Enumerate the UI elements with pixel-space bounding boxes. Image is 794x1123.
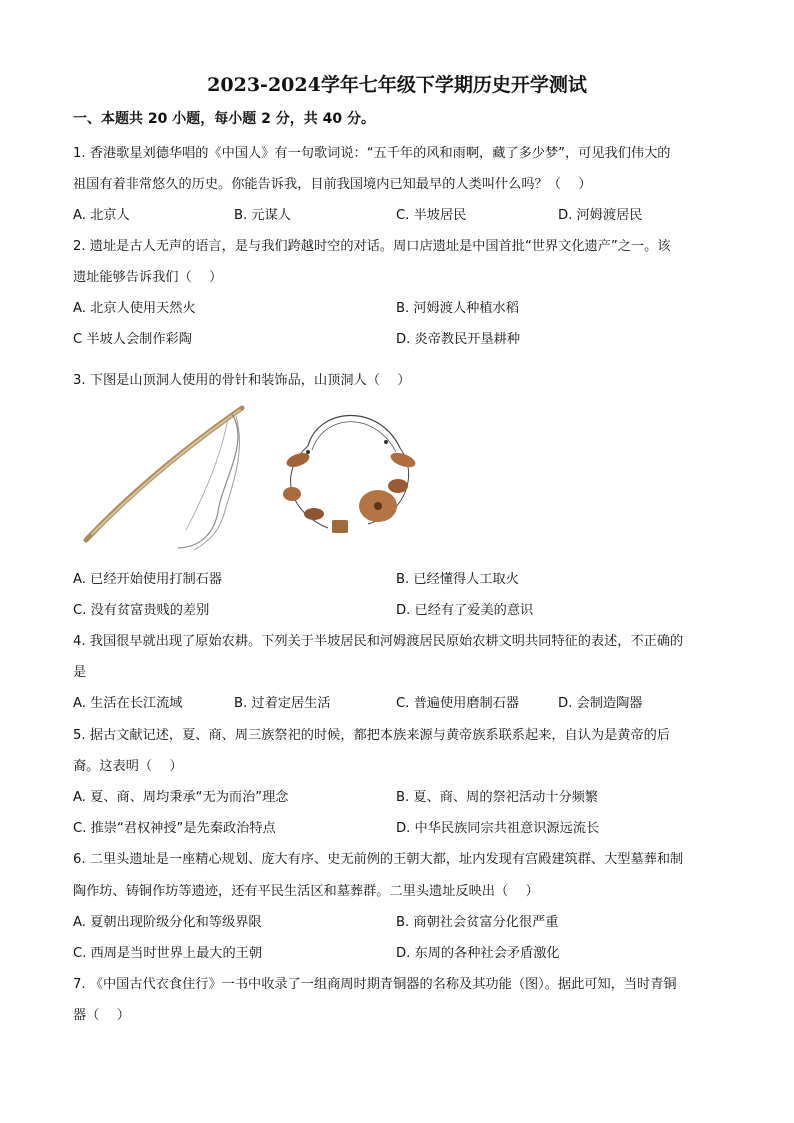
- page-title: 2023-2024学年七年级下学期历史开学测试: [207, 74, 587, 96]
- question-3-option-d: D. 已经有了爱美的意识: [396, 603, 534, 618]
- question-5-stem: 5. 据古文献记述，夏、商、周三族祭祀的时候，都把本族来源与黄帝族系联系起来，自认为是黄帝的后: [73, 728, 671, 743]
- question-4-option-d: D. 会制造陶器: [558, 696, 643, 711]
- question-4-stem-cont: 是: [73, 665, 87, 680]
- question-1-stem: 1. 香港歌星刘德华唱的《中国人》有一句歌词说：“五千年的风和雨啊，藏了多少梦”，可见我们伟大的: [73, 146, 671, 161]
- question-7-stem-cont: 器（ ）: [73, 1008, 130, 1023]
- bone-needle-image: [82, 402, 252, 552]
- question-1-option-d: D. 河姆渡居民: [558, 208, 643, 223]
- question-1-option-a: A. 北京人: [73, 208, 130, 223]
- question-2-option-b: B. 河姆渡人种植水稻: [396, 301, 519, 316]
- question-6-stem-cont: 陶作坊、铸铜作坊等遗迹，还有平民生活区和墓葬群。二里头遗址反映出（ ）: [73, 884, 539, 899]
- question-6-option-c: C. 西周是当时世界上最大的王朝: [73, 946, 263, 961]
- question-2-stem: 2. 遗址是古人无声的语言，是与我们跨越时空的对话。周口店遗址是中国首批“世界文化遗产”之一。该: [73, 239, 671, 254]
- question-6-option-a: A. 夏朝出现阶级分化和等级界限: [73, 915, 262, 930]
- question-3-stem: 3. 下图是山顶洞人使用的骨针和装饰品，山顶洞人（ ）: [73, 373, 411, 388]
- question-1-stem-cont: 祖国有着非常悠久的历史。你能告诉我，目前我国境内已知最早的人类叫什么吗？（ ）: [73, 177, 592, 192]
- ornament-necklace-image: [268, 402, 423, 542]
- question-4-option-a: A. 生活在长江流域: [73, 696, 183, 711]
- question-4-option-c: C. 普遍使用磨制石器: [396, 696, 520, 711]
- question-5-option-a: A. 夏、商、周均秉承“无为而治”理念: [73, 790, 289, 805]
- question-5-stem-cont: 裔。这表明（ ）: [73, 759, 183, 774]
- question-6-option-d: D. 东周的各种社会矛盾激化: [396, 946, 560, 961]
- question-5-option-b: B. 夏、商、周的祭祀活动十分频繁: [396, 790, 599, 805]
- question-2-option-d: D. 炎帝教民开垦耕种: [396, 332, 521, 347]
- section-heading: 一、本题共 20 小题，每小题 2 分，共 40 分。: [73, 111, 375, 127]
- question-3-option-c: C. 没有贫富贵贱的差别: [73, 603, 210, 618]
- question-6-option-b: B. 商朝社会贫富分化很严重: [396, 915, 559, 930]
- question-7-stem: 7. 《中国古代衣食住行》一书中收录了一组商周时期青铜器的名称及其功能（图）。据此可知，当时青铜: [73, 977, 677, 992]
- question-1-option-c: C. 半坡居民: [396, 208, 467, 223]
- question-2-option-a: A. 北京人使用天然火: [73, 301, 196, 316]
- question-5-option-d: D. 中华民族同宗共祖意识源远流长: [396, 821, 600, 836]
- question-2-option-c: C 半坡人会制作彩陶: [73, 332, 192, 347]
- question-1-option-b: B. 元谋人: [234, 208, 291, 223]
- question-2-stem-cont: 遗址能够告诉我们（ ）: [73, 270, 223, 285]
- question-3-option-b: B. 已经懂得人工取火: [396, 572, 519, 587]
- question-4-stem: 4. 我国很早就出现了原始农耕。下列关于半坡居民和河姆渡居民原始农耕文明共同特征的表述，不正确的: [73, 634, 684, 649]
- question-4-option-b: B. 过着定居生活: [234, 696, 331, 711]
- question-3-option-a: A. 已经开始使用打制石器: [73, 572, 223, 587]
- question-5-option-c: C. 推崇“君权神授”是先秦政治特点: [73, 821, 276, 836]
- question-6-stem: 6. 二里头遗址是一座精心规划、庞大有序、史无前例的王朝大都，址内发现有宫殿建筑群、大型墓葬和制: [73, 852, 684, 867]
